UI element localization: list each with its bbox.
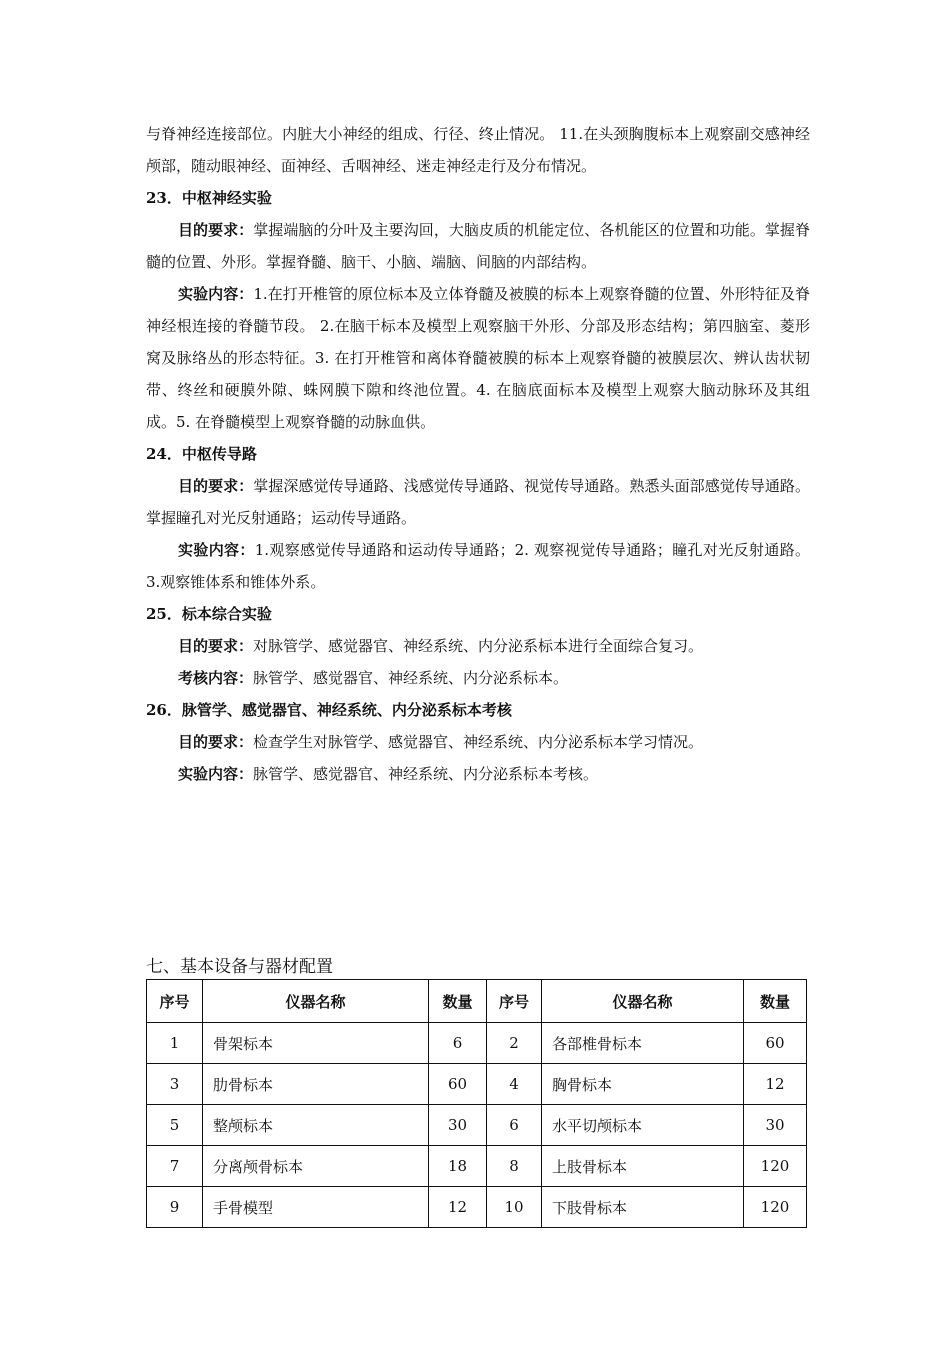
header-index: 序号 <box>147 980 203 1023</box>
cell-instrument-name: 骨架标本 <box>203 1023 429 1064</box>
table-row <box>147 1064 807 1105</box>
cell-index: 7 <box>147 1146 203 1187</box>
section-25 <box>146 598 810 694</box>
cell-quantity: 12 <box>429 1187 487 1228</box>
cell-index: 1 <box>147 1023 203 1064</box>
cell-quantity: 30 <box>744 1105 807 1146</box>
content-paragraph <box>146 662 810 694</box>
section-26 <box>146 694 810 790</box>
equipment-table <box>146 979 807 1228</box>
cell-index: 5 <box>147 1105 203 1146</box>
header-instrument-name: 仪器名称 <box>542 980 744 1023</box>
goal-label: 目的要求： <box>178 637 254 655</box>
goal-label: 目的要求： <box>178 477 254 495</box>
section-heading: 25．标本综合实验 <box>146 605 272 623</box>
cell-instrument-name: 整颅标本 <box>203 1105 429 1146</box>
header-instrument-name: 仪器名称 <box>203 980 429 1023</box>
goal-paragraph <box>146 726 810 758</box>
header-quantity: 数量 <box>744 980 807 1023</box>
document-body <box>146 118 810 790</box>
goal-text: 掌握深感觉传导通路、浅感觉传导通路、视觉传导通路。熟悉头面部感觉传导通路。掌握瞳孔对光反射通路；运动传导通路。 <box>146 477 810 527</box>
table-row <box>147 1146 807 1187</box>
content-label: 考核内容： <box>178 669 254 687</box>
equipment-section-title: 七、基本设备与器材配置 <box>146 957 333 977</box>
goal-label: 目的要求： <box>178 733 254 751</box>
goal-text: 对脉管学、感觉器官、神经系统、内分泌系标本进行全面综合复习。 <box>253 637 704 655</box>
cell-index: 10 <box>487 1187 542 1228</box>
table-header-row <box>147 980 807 1023</box>
cell-index: 2 <box>487 1023 542 1064</box>
content-label: 实验内容： <box>178 285 254 303</box>
goal-text: 掌握端脑的分叶及主要沟回，大脑皮质的机能定位、各机能区的位置和功能。掌握脊髓的位置、外形。掌握脊髓、脑干、小脑、端脑、间脑的内部结构。 <box>146 221 810 271</box>
cell-index: 8 <box>487 1146 542 1187</box>
goal-paragraph <box>146 214 810 278</box>
header-index: 序号 <box>487 980 542 1023</box>
cell-quantity: 12 <box>744 1064 807 1105</box>
cell-instrument-name: 下肢骨标本 <box>542 1187 744 1228</box>
content-text: 1.观察感觉传导通路和运动传导通路；2. 观察视觉传导通路；瞳孔对光反射通路。3.观察锥体系和锥体外系。 <box>146 541 810 591</box>
section-23 <box>146 182 810 438</box>
table-row <box>147 1023 807 1064</box>
cell-instrument-name: 分离颅骨标本 <box>203 1146 429 1187</box>
cell-index: 4 <box>487 1064 542 1105</box>
cell-instrument-name: 胸骨标本 <box>542 1064 744 1105</box>
content-label: 实验内容： <box>178 765 254 783</box>
cell-instrument-name: 手骨模型 <box>203 1187 429 1228</box>
cell-instrument-name: 上肢骨标本 <box>542 1146 744 1187</box>
section-heading: 24．中枢传导路 <box>146 445 257 463</box>
cell-index: 6 <box>487 1105 542 1146</box>
cell-quantity: 60 <box>744 1023 807 1064</box>
content-text: 脉管学、感觉器官、神经系统、内分泌系标本。 <box>253 669 569 687</box>
cell-instrument-name: 各部椎骨标本 <box>542 1023 744 1064</box>
content-paragraph <box>146 278 810 438</box>
cell-quantity: 120 <box>744 1187 807 1228</box>
table-row <box>147 1105 807 1146</box>
cell-quantity: 18 <box>429 1146 487 1187</box>
content-paragraph <box>146 758 810 790</box>
content-label: 实验内容： <box>178 541 255 559</box>
section-heading: 26．脉管学、感觉器官、神经系统、内分泌系标本考核 <box>146 701 512 719</box>
header-quantity: 数量 <box>429 980 487 1023</box>
content-text: 脉管学、感觉器官、神经系统、内分泌系标本考核。 <box>253 765 599 783</box>
content-paragraph <box>146 534 810 598</box>
table-row <box>147 1187 807 1228</box>
cell-quantity: 120 <box>744 1146 807 1187</box>
cell-quantity: 60 <box>429 1064 487 1105</box>
cell-instrument-name: 水平切颅标本 <box>542 1105 744 1146</box>
cell-quantity: 6 <box>429 1023 487 1064</box>
goal-paragraph <box>146 630 810 662</box>
cell-index: 3 <box>147 1064 203 1105</box>
section-24 <box>146 438 810 598</box>
content-text: 1.在打开椎管的原位标本及立体脊髓及被膜的标本上观察脊髓的位置、外形特征及脊神经根连接的脊髓节段。 2.在脑干标本及模型上观察脑干外形、分部及形态结构；第四脑室、菱形窝及脉络丛的形态特征。3. 在打开椎管和离体脊髓被膜的标本上观察脊髓的被膜层次、辨认齿状韧带、终丝和硬膜外隙、蛛网膜下隙和终池位置。4. 在脑底面标本及模型上观察大脑动脉环及其组成。5. 在脊髓模型上观察脊髓的动脉血供。 <box>146 285 810 431</box>
goal-text: 检查学生对脉管学、感觉器官、神经系统、内分泌系标本学习情况。 <box>253 733 704 751</box>
goal-paragraph <box>146 470 810 534</box>
cell-instrument-name: 肋骨标本 <box>203 1064 429 1105</box>
section-heading: 23．中枢神经实验 <box>146 189 272 207</box>
cell-quantity: 30 <box>429 1105 487 1146</box>
cell-index: 9 <box>147 1187 203 1228</box>
intro-paragraph: 与脊神经连接部位。内脏大小神经的组成、行径、终止情况。 11.在头颈胸腹标本上观察副交感神经颅部，随动眼神经、面神经、舌咽神经、迷走神经走行及分布情况。 <box>146 125 810 175</box>
goal-label: 目的要求： <box>178 221 254 239</box>
